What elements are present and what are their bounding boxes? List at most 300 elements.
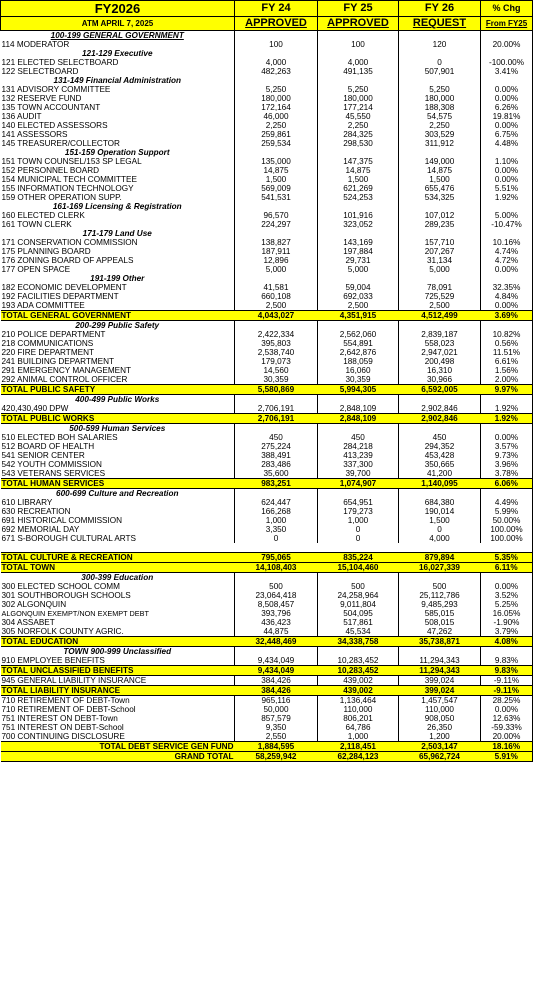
- row-label: 152 PERSONNEL BOARD: [1, 166, 100, 175]
- empty-cell: [235, 49, 318, 58]
- fy26-value: 399,024: [399, 676, 481, 686]
- fy26-value: 35,738,871: [399, 637, 481, 647]
- row-label: 751 INTEREST ON DEBT-School: [1, 723, 124, 732]
- pct-change-value: 19.81%: [481, 112, 533, 121]
- fy25-value: 450: [318, 433, 399, 442]
- empty-cell: [318, 76, 399, 85]
- empty-cell: [318, 148, 399, 157]
- fy26-value: 47,262: [399, 627, 481, 637]
- fy24-value: 0: [235, 534, 318, 543]
- fy25-value: 2,118,451: [318, 742, 399, 752]
- fy26-value: 508,015: [399, 618, 481, 627]
- fy25-value: 806,201: [318, 714, 399, 723]
- row-label: 171 CONSERVATION COMMISSION: [1, 238, 138, 247]
- fy26-value: 4,512,499: [399, 311, 481, 321]
- pct-change-value: 2.00%: [481, 375, 533, 385]
- fy26-value: 26,350: [399, 723, 481, 732]
- pct-change-value: 1.92%: [481, 414, 533, 424]
- fy25-value: 654,951: [318, 498, 399, 507]
- fy26-value: 30,966: [399, 375, 481, 385]
- empty-cell: [399, 229, 481, 238]
- empty-cell: [481, 573, 533, 583]
- total-label: TOTAL HUMAN SERVICES: [1, 479, 235, 489]
- fy26-value: 180,000: [399, 94, 481, 103]
- row-label: 302 ALGONQUIN: [1, 600, 67, 609]
- row-label: 218 COMMUNICATIONS: [1, 339, 94, 348]
- total-label: TOTAL LIABILITY INSURANCE: [1, 686, 235, 696]
- total-label: TOTAL PUBLIC SAFETY: [1, 385, 235, 395]
- fy25-value: 188,059: [318, 357, 399, 366]
- table-row: [1, 175, 533, 184]
- table-row: [1, 247, 533, 256]
- spacer-cell: [235, 543, 318, 553]
- fy25-value: 179,273: [318, 507, 399, 516]
- fy26-value: 2,947,021: [399, 348, 481, 357]
- row-label: 136 AUDIT: [1, 112, 42, 121]
- fy26-value: 585,015: [399, 609, 481, 618]
- table-row: [1, 627, 533, 637]
- pct-change-value: 1.92%: [481, 193, 533, 202]
- row-label: 154 MUNICIPAL TECH COMMITTEE: [1, 175, 137, 184]
- pct-change-value: -9.11%: [481, 676, 533, 686]
- fy25-value: 1,500: [318, 175, 399, 184]
- table-row: [1, 166, 533, 175]
- pct-change-value: 6.61%: [481, 357, 533, 366]
- fy26-value: 2,503,147: [399, 742, 481, 752]
- fy24-value: 2,706,191: [235, 404, 318, 414]
- fy24-value: 2,422,334: [235, 330, 318, 339]
- spacer-cell: [1, 543, 235, 553]
- pct-change-value: 20.00%: [481, 732, 533, 742]
- fy25-value: 0: [318, 525, 399, 534]
- fy25-value: 1,136,464: [318, 696, 399, 706]
- table-row: [1, 723, 533, 732]
- fy24-value: 9,434,049: [235, 666, 318, 676]
- pct-change-value: 50.00%: [481, 516, 533, 525]
- empty-cell: [481, 148, 533, 157]
- row-label: 177 OPEN SPACE: [1, 265, 71, 274]
- empty-cell: [481, 647, 533, 657]
- section-heading-row: [1, 202, 533, 211]
- fy24-value: 135,000: [235, 157, 318, 166]
- col-fy24-bottom: APPROVED: [235, 17, 318, 31]
- row-label: 512 BOARD OF HEALTH: [1, 442, 95, 451]
- pct-change-value: 3.96%: [481, 460, 533, 469]
- table-row: [1, 157, 533, 166]
- table-row: [1, 330, 533, 339]
- fy26-value: 450: [399, 433, 481, 442]
- pct-change-value: 20.00%: [481, 40, 533, 49]
- pct-change-value: 4.74%: [481, 247, 533, 256]
- empty-cell: [318, 202, 399, 211]
- table-row: [1, 130, 533, 139]
- fy25-value: 2,848,109: [318, 404, 399, 414]
- table-row: [1, 85, 533, 94]
- fy24-value: 857,579: [235, 714, 318, 723]
- fy24-value: 2,538,740: [235, 348, 318, 357]
- pct-change-value: 1.56%: [481, 366, 533, 375]
- table-row: [1, 525, 533, 534]
- fy24-value: 1,000: [235, 516, 318, 525]
- pct-change-value: 100.00%: [481, 525, 533, 534]
- empty-cell: [318, 274, 399, 283]
- fy25-value: 504,095: [318, 609, 399, 618]
- table-row: [1, 193, 533, 202]
- section-heading: 300-399 Education: [81, 573, 154, 582]
- fy26-value: 11,294,343: [399, 656, 481, 666]
- fy26-value: 1,500: [399, 175, 481, 184]
- total-row: [1, 414, 533, 424]
- fy25-value: 4,351,915: [318, 311, 399, 321]
- empty-cell: [481, 424, 533, 434]
- table-row: [1, 283, 533, 292]
- page-subtitle: ATM APRIL 7, 2025: [1, 17, 235, 31]
- fy25-value: 180,000: [318, 94, 399, 103]
- total-label: GRAND TOTAL: [1, 752, 235, 762]
- table-row: [1, 460, 533, 469]
- fy24-value: 384,426: [235, 676, 318, 686]
- fy26-value: 507,901: [399, 67, 481, 76]
- row-label: 155 INFORMATION TECHNOLOGY: [1, 184, 134, 193]
- pct-change-value: 6.26%: [481, 103, 533, 112]
- pct-change-value: 4.72%: [481, 256, 533, 265]
- empty-cell: [399, 395, 481, 405]
- pct-change-value: 0.00%: [481, 175, 533, 184]
- fy25-value: 692,033: [318, 292, 399, 301]
- row-label: 691 HISTORICAL COMMISSION: [1, 516, 123, 525]
- fy26-value: 453,428: [399, 451, 481, 460]
- fy25-value: 147,375: [318, 157, 399, 166]
- fy25-value: 517,861: [318, 618, 399, 627]
- fy25-value: 0: [318, 534, 399, 543]
- fy25-value: 101,916: [318, 211, 399, 220]
- fy24-value: 46,000: [235, 112, 318, 121]
- fy26-value: 500: [399, 582, 481, 591]
- section-heading-row: [1, 76, 533, 85]
- fy24-value: 395,803: [235, 339, 318, 348]
- table-row: [1, 600, 533, 609]
- fy25-value: 621,269: [318, 184, 399, 193]
- fy26-value: 534,325: [399, 193, 481, 202]
- fy24-value: 172,164: [235, 103, 318, 112]
- fy24-value: 660,108: [235, 292, 318, 301]
- fy26-value: 2,250: [399, 121, 481, 130]
- fy25-value: 143,169: [318, 238, 399, 247]
- pct-change-value: 9.97%: [481, 385, 533, 395]
- fy26-value: 200,498: [399, 357, 481, 366]
- empty-cell: [318, 321, 399, 331]
- fy24-value: 41,581: [235, 283, 318, 292]
- fy24-value: 283,486: [235, 460, 318, 469]
- table-row: [1, 433, 533, 442]
- fy25-value: 9,011,804: [318, 600, 399, 609]
- fy25-value: 439,002: [318, 676, 399, 686]
- table-row: [1, 103, 533, 112]
- fy24-value: 436,423: [235, 618, 318, 627]
- table-row: [1, 498, 533, 507]
- fy26-value: 120: [399, 40, 481, 49]
- spacer-cell: [481, 543, 533, 553]
- row-label: 131 ADVISORY COMMITTEE: [1, 85, 111, 94]
- section-heading: 151-159 Operation Support: [64, 148, 170, 157]
- empty-cell: [235, 148, 318, 157]
- empty-cell: [235, 573, 318, 583]
- fy25-value: 30,359: [318, 375, 399, 385]
- spacer-cell: [318, 543, 399, 553]
- table-row: [1, 591, 533, 600]
- empty-cell: [235, 274, 318, 283]
- fy26-value: 303,529: [399, 130, 481, 139]
- total-row: [1, 311, 533, 321]
- fy26-value: 0: [399, 58, 481, 67]
- fy24-value: 1,884,595: [235, 742, 318, 752]
- table-row: [1, 656, 533, 666]
- row-label: 145 TREASURER/COLLECTOR: [1, 139, 120, 148]
- fy25-value: 835,224: [318, 553, 399, 563]
- fy24-value: 35,600: [235, 469, 318, 479]
- total-row: [1, 666, 533, 676]
- empty-cell: [235, 321, 318, 331]
- row-label: 543 VETERANS SERVICES: [1, 469, 106, 478]
- fy25-value: 10,283,452: [318, 666, 399, 676]
- table-row: [1, 292, 533, 301]
- fy24-value: 12,896: [235, 256, 318, 265]
- fy24-value: 259,534: [235, 139, 318, 148]
- fy25-value: 284,325: [318, 130, 399, 139]
- fy26-value: 289,235: [399, 220, 481, 229]
- fy26-value: 879,894: [399, 553, 481, 563]
- fy25-value: 45,550: [318, 112, 399, 121]
- fy24-value: 50,000: [235, 705, 318, 714]
- fy24-value: 180,000: [235, 94, 318, 103]
- pct-change-value: 3.78%: [481, 469, 533, 479]
- fy26-value: 16,027,339: [399, 563, 481, 573]
- fy26-value: 4,000: [399, 534, 481, 543]
- empty-cell: [235, 229, 318, 238]
- total-row: [1, 637, 533, 647]
- table-row: [1, 469, 533, 479]
- pct-change-value: 0.00%: [481, 121, 533, 130]
- pct-change-value: 3.79%: [481, 627, 533, 637]
- pct-change-value: 12.63%: [481, 714, 533, 723]
- fy25-value: 64,786: [318, 723, 399, 732]
- section-heading: 171-179 Land Use: [82, 229, 152, 238]
- table-row: [1, 618, 533, 627]
- table-row: [1, 265, 533, 274]
- row-label: 751 INTEREST ON DEBT-Town: [1, 714, 118, 723]
- fy25-value: 39,700: [318, 469, 399, 479]
- row-label: 241 BUILDING DEPARTMENT: [1, 357, 115, 366]
- fy24-value: 795,065: [235, 553, 318, 563]
- fy26-value: 107,012: [399, 211, 481, 220]
- pct-change-value: 5.35%: [481, 553, 533, 563]
- empty-cell: [399, 148, 481, 157]
- row-label: 182 ECONOMIC DEVELOPMENT: [1, 283, 127, 292]
- pct-change-value: 0.00%: [481, 166, 533, 175]
- pct-change-value: -59.33%: [481, 723, 533, 732]
- table-row: [1, 301, 533, 311]
- pct-change-value: 0.56%: [481, 339, 533, 348]
- col-pct-bottom: From FY25: [481, 17, 533, 31]
- section-heading-row: [1, 49, 533, 58]
- page-title: FY2026: [1, 1, 235, 17]
- section-heading-row: [1, 229, 533, 238]
- pct-change-value: 9.83%: [481, 656, 533, 666]
- fy24-value: 2,550: [235, 732, 318, 742]
- fy24-value: 983,251: [235, 479, 318, 489]
- pct-change-value: 5.99%: [481, 507, 533, 516]
- empty-cell: [318, 424, 399, 434]
- pct-change-value: 0.00%: [481, 705, 533, 714]
- fy25-value: 16,060: [318, 366, 399, 375]
- fy25-value: 1,000: [318, 732, 399, 742]
- fy26-value: 558,023: [399, 339, 481, 348]
- pct-change-value: 0.00%: [481, 265, 533, 274]
- row-label: 300 ELECTED SCHOOL COMM: [1, 582, 120, 591]
- fy24-value: 44,875: [235, 627, 318, 637]
- row-label: 301 SOUTHBOROUGH SCHOOLS: [1, 591, 131, 600]
- fy24-value: 259,861: [235, 130, 318, 139]
- section-heading-row: [1, 424, 533, 434]
- fy24-value: 14,560: [235, 366, 318, 375]
- pct-change-value: 4.48%: [481, 139, 533, 148]
- empty-cell: [481, 49, 533, 58]
- empty-cell: [481, 229, 533, 238]
- pct-change-value: 6.75%: [481, 130, 533, 139]
- row-label: 305 NORFOLK COUNTY AGRIC.: [1, 627, 124, 636]
- empty-cell: [318, 647, 399, 657]
- row-label: 610 LIBRARY: [1, 498, 53, 507]
- table-row: [1, 714, 533, 723]
- pct-change-value: 0.00%: [481, 301, 533, 311]
- pct-change-value: 5.25%: [481, 600, 533, 609]
- fy26-value: 2,500: [399, 301, 481, 311]
- empty-cell: [481, 395, 533, 405]
- section-heading: 400-499 Public Works: [75, 395, 160, 404]
- empty-cell: [481, 274, 533, 283]
- fy24-value: 9,350: [235, 723, 318, 732]
- fy26-value: 11,294,343: [399, 666, 481, 676]
- row-label: 175 PLANNING BOARD: [1, 247, 91, 256]
- pct-change-value: 5.00%: [481, 211, 533, 220]
- total-label: TOTAL EDUCATION: [1, 637, 235, 647]
- section-heading: 121-129 Executive: [81, 49, 153, 58]
- fy25-value: 24,258,964: [318, 591, 399, 600]
- pct-change-value: 10.16%: [481, 238, 533, 247]
- pct-change-value: 3.69%: [481, 311, 533, 321]
- fy24-value: 569,009: [235, 184, 318, 193]
- fy24-value: 166,268: [235, 507, 318, 516]
- fy25-value: 2,250: [318, 121, 399, 130]
- row-label: 541 SENIOR CENTER: [1, 451, 85, 460]
- pct-change-value: 6.11%: [481, 563, 533, 573]
- pct-change-value: 3.52%: [481, 591, 533, 600]
- section-heading-row: [1, 647, 533, 657]
- empty-cell: [235, 424, 318, 434]
- empty-cell: [481, 31, 533, 41]
- fy24-value: 138,827: [235, 238, 318, 247]
- table-row: [1, 516, 533, 525]
- total-label: TOTAL TOWN: [1, 563, 235, 573]
- empty-cell: [399, 49, 481, 58]
- row-label: 220 FIRE DEPARTMENT: [1, 348, 95, 357]
- fy24-value: 23,064,418: [235, 591, 318, 600]
- fy26-value: 5,250: [399, 85, 481, 94]
- row-label: 121 ELECTED SELECTBOARD: [1, 58, 119, 67]
- row-label: 630 RECREATION: [1, 507, 71, 516]
- table-row: [1, 112, 533, 121]
- row-label: 135 TOWN ACCOUNTANT: [1, 103, 101, 112]
- fy24-value: 58,259,942: [235, 752, 318, 762]
- fy25-value: 29,731: [318, 256, 399, 265]
- section-heading: 131-149 Financial Administration: [53, 76, 182, 85]
- fy25-value: 2,500: [318, 301, 399, 311]
- empty-cell: [399, 573, 481, 583]
- pct-change-value: 1.10%: [481, 157, 533, 166]
- fy26-value: 311,912: [399, 139, 481, 148]
- table-row: [1, 366, 533, 375]
- fy26-value: 157,710: [399, 238, 481, 247]
- fy24-value: 4,043,027: [235, 311, 318, 321]
- fy26-value: 65,962,724: [399, 752, 481, 762]
- fy25-value: 491,135: [318, 67, 399, 76]
- fy24-value: 384,426: [235, 686, 318, 696]
- fy24-value: 179,073: [235, 357, 318, 366]
- empty-cell: [235, 76, 318, 85]
- pct-change-value: 100.00%: [481, 534, 533, 543]
- row-label: 710 RETIREMENT OF DEBT-School: [1, 705, 136, 714]
- fy26-value: 1,140,095: [399, 479, 481, 489]
- fy25-value: 5,000: [318, 265, 399, 274]
- fy25-value: 1,074,907: [318, 479, 399, 489]
- empty-cell: [235, 647, 318, 657]
- row-label: 700 CONTINUING DISCLOSURE: [1, 732, 125, 741]
- pct-change-value: 11.51%: [481, 348, 533, 357]
- pct-change-value: 9.73%: [481, 451, 533, 460]
- table-row: [1, 40, 533, 49]
- fy24-value: 482,263: [235, 67, 318, 76]
- empty-cell: [399, 274, 481, 283]
- total-label: TOTAL DEBT SERVICE GEN FUND: [1, 742, 235, 752]
- pct-change-value: -10.47%: [481, 220, 533, 229]
- pct-change-value: -100.00%: [481, 58, 533, 67]
- fy24-value: 3,350: [235, 525, 318, 534]
- empty-cell: [318, 573, 399, 583]
- fy26-value: 41,200: [399, 469, 481, 479]
- empty-cell: [399, 424, 481, 434]
- row-label: 292 ANIMAL CONTROL OFFICER: [1, 375, 128, 384]
- fy25-value: 5,994,305: [318, 385, 399, 395]
- fy26-value: 6,592,005: [399, 385, 481, 395]
- table-row: [1, 534, 533, 543]
- fy26-value: 14,875: [399, 166, 481, 175]
- table-row: [1, 238, 533, 247]
- row-label: 304 ASSABET: [1, 618, 55, 627]
- total-label: TOTAL CULTURE & RECREATION: [1, 553, 235, 563]
- col-fy24-top: FY 24: [235, 1, 318, 17]
- section-heading: 500-599 Human Services: [69, 424, 166, 433]
- section-heading-row: [1, 395, 533, 405]
- fy24-value: 100: [235, 40, 318, 49]
- fy25-value: 298,530: [318, 139, 399, 148]
- fy25-value: 34,338,758: [318, 637, 399, 647]
- pct-change-value: 0.00%: [481, 582, 533, 591]
- fy25-value: 323,052: [318, 220, 399, 229]
- row-label: 945 GENERAL LIABILITY INSURANCE: [1, 676, 147, 685]
- fy25-value: 554,891: [318, 339, 399, 348]
- header-row-bottom: [1, 17, 533, 31]
- total-row: [1, 752, 533, 762]
